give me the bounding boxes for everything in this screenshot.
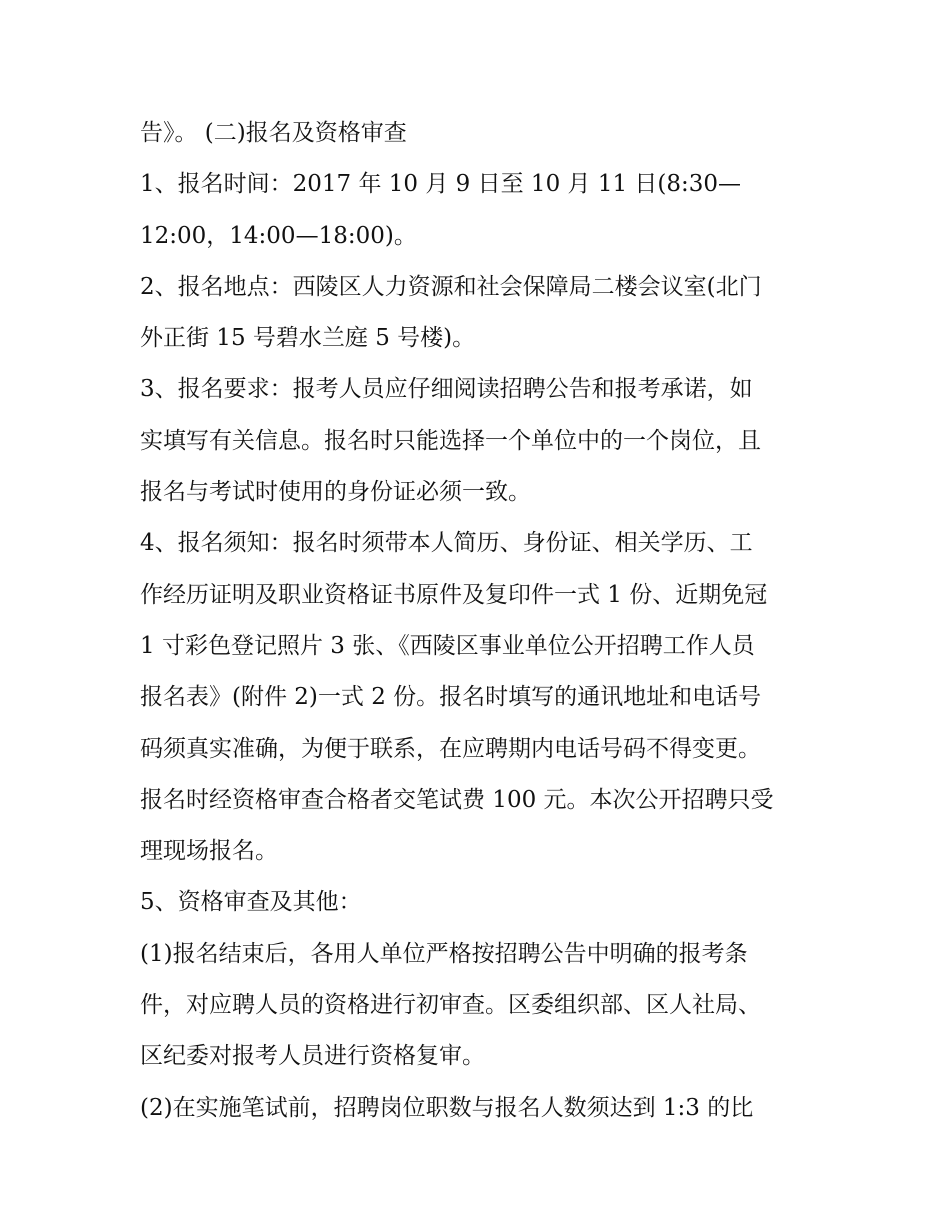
document-body [140,108,820,1134]
text-line-02: 1、报名时间：2017 年 10 月 9 日至 10 月 11 日(8:30— [140,171,742,198]
text-line-13: 码须真实准确，为便于联系，在应聘期内电话号码不得变更。 [140,735,761,762]
text-line-19: 区纪委对报考人员进行资格复审。 [140,1043,485,1070]
text-line-15: 理现场报名。 [140,838,278,865]
text-line-16: 5、资格审查及其他： [140,889,362,916]
text-line-20: (2)在实施笔试前，招聘岗位职数与报名人数须达到 1:3 的比 [140,1094,754,1121]
text-line-01: 告》。 (二)报名及资格审查 [140,120,407,146]
text-line-07: 实填写有关信息。报名时只能选择一个单位中的一个岗位，且 [140,427,761,454]
text-line-12: 报名表》(附件 2)一式 2 份。报名时填写的通讯地址和电话号 [140,684,762,711]
text-line-06: 3、报名要求：报考人员应仔细阅读招聘公告和报考承诺，如 [140,376,753,403]
text-line-14: 报名时经资格审查合格者交笔试费 100 元。本次公开招聘只受 [140,786,774,813]
text-line-10: 作经历证明及职业资格证书原件及复印件一式 1 份、近期免冠 [140,581,768,608]
text-line-03: 12:00，14:00—18:00)。 [140,222,417,249]
text-line-09: 4、报名须知：报名时须带本人简历、身份证、相关学历、工 [140,530,753,557]
text-line-05: 外正街 15 号碧水兰庭 5 号楼)。 [140,325,476,352]
text-line-04: 2、报名地点：西陵区人力资源和社会保障局二楼会议室(北门 [140,273,762,300]
text-line-11: 1 寸彩色登记照片 3 张、《西陵区事业单位公开招聘工作人员 [140,632,755,659]
text-line-18: 件，对应聘人员的资格进行初审查。区委组织部、区人社局、 [140,992,761,1019]
text-line-17: (1)报名结束后，各用人单位严格按招聘公告中明确的报考条 [140,940,748,967]
text-line-08: 报名与考试时使用的身份证必须一致。 [140,479,531,506]
